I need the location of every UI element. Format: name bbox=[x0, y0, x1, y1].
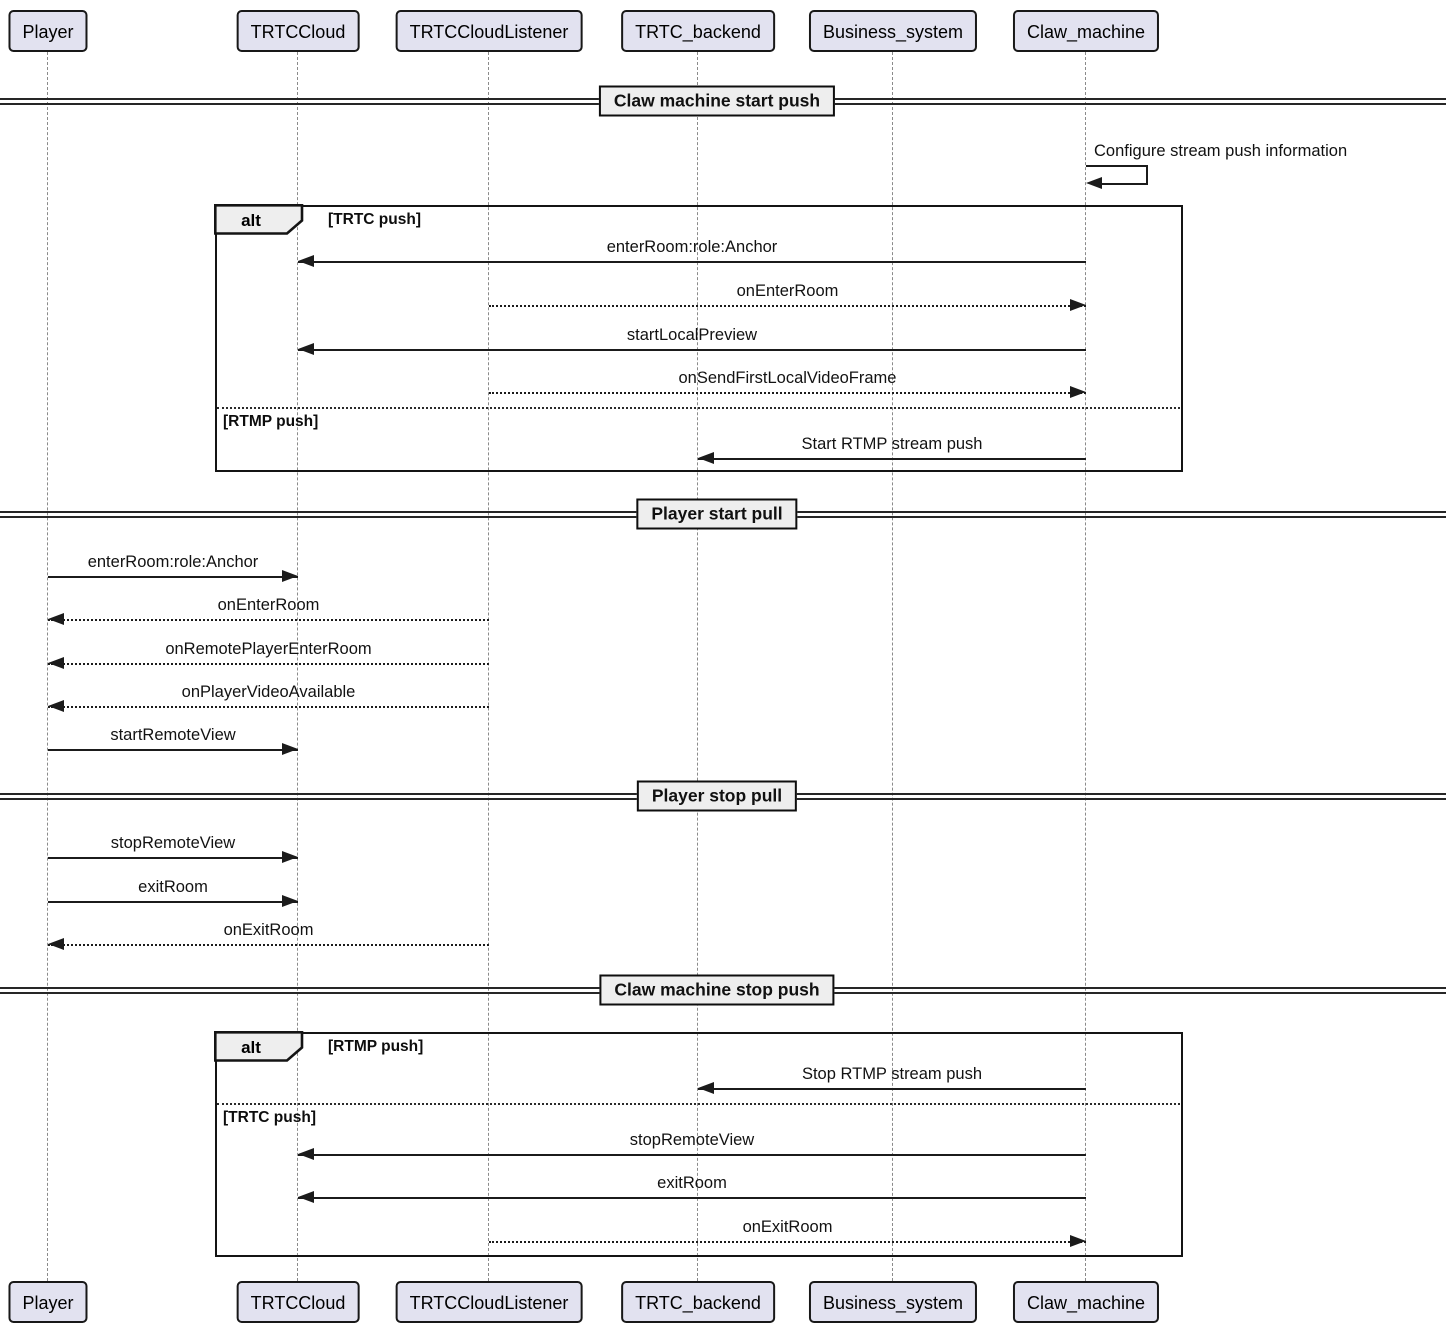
alt-frame-divider bbox=[217, 407, 1180, 409]
participant-trtc_backend-bottom: TRTC_backend bbox=[621, 1281, 775, 1323]
message-label: stopRemoteView bbox=[629, 1131, 755, 1149]
message-line bbox=[489, 392, 1086, 394]
message-line bbox=[48, 619, 489, 621]
alt-condition-label: [RTMP push] bbox=[223, 413, 319, 430]
alt-frame-operator-label bbox=[214, 204, 304, 235]
message-label: onPlayerVideoAvailable bbox=[181, 683, 356, 701]
participant-trtc_cloud_listener-top: TRTCCloudListener bbox=[396, 10, 583, 52]
message-line bbox=[48, 663, 489, 665]
participant-player-bottom: Player bbox=[8, 1281, 87, 1323]
participant-business_system-bottom: Business_system bbox=[809, 1281, 977, 1323]
message-label: enterRoom:role:Anchor bbox=[606, 238, 778, 256]
svg-text:alt: alt bbox=[241, 1038, 261, 1057]
alt-frame-divider bbox=[217, 1103, 1180, 1105]
message-label: onEnterRoom bbox=[736, 282, 839, 300]
message-label: onEnterRoom bbox=[217, 596, 320, 614]
message-line bbox=[48, 706, 489, 708]
message-label: stopRemoteView bbox=[110, 834, 236, 852]
message-line bbox=[298, 349, 1086, 351]
message-line bbox=[298, 1154, 1086, 1156]
message-label: onRemotePlayerEnterRoom bbox=[165, 640, 372, 658]
alt-condition-label: [TRTC push] bbox=[328, 211, 421, 228]
participant-trtc_cloud-bottom: TRTCCloud bbox=[237, 1281, 360, 1323]
self-message-label: Configure stream push information bbox=[1094, 142, 1348, 160]
message-line bbox=[48, 901, 298, 903]
self-message-line bbox=[1086, 165, 1148, 167]
message-line bbox=[48, 944, 489, 946]
message-label: onExitRoom bbox=[742, 1218, 833, 1236]
message-line bbox=[489, 1241, 1086, 1243]
section-divider-label: Claw machine start push bbox=[599, 86, 835, 117]
message-label: exitRoom bbox=[657, 1174, 727, 1192]
message-label: Start RTMP stream push bbox=[801, 435, 983, 453]
alt-frame-operator-label bbox=[214, 1031, 304, 1062]
message-line bbox=[48, 749, 298, 751]
participant-trtc_cloud_listener-bottom: TRTCCloudListener bbox=[396, 1281, 583, 1323]
alt-condition-label: [TRTC push] bbox=[223, 1109, 316, 1126]
message-label: exitRoom bbox=[138, 878, 208, 896]
message-label: Stop RTMP stream push bbox=[801, 1065, 983, 1083]
message-line bbox=[698, 458, 1086, 460]
section-divider-label: Claw machine stop push bbox=[599, 975, 834, 1006]
message-line bbox=[48, 857, 298, 859]
message-label: onExitRoom bbox=[223, 921, 314, 939]
message-line bbox=[298, 261, 1086, 263]
participant-claw_machine-top: Claw_machine bbox=[1013, 10, 1159, 52]
self-message-line bbox=[1095, 183, 1148, 185]
alt-condition-label: [RTMP push] bbox=[328, 1038, 424, 1055]
message-label: enterRoom:role:Anchor bbox=[87, 553, 259, 571]
message-line bbox=[489, 305, 1086, 307]
participant-trtc_cloud-top: TRTCCloud bbox=[237, 10, 360, 52]
section-divider-label: Player stop pull bbox=[637, 781, 797, 812]
svg-text:alt: alt bbox=[241, 211, 261, 230]
message-line bbox=[48, 576, 298, 578]
message-label: onSendFirstLocalVideoFrame bbox=[678, 369, 897, 387]
participant-trtc_backend-top: TRTC_backend bbox=[621, 10, 775, 52]
message-label: startRemoteView bbox=[110, 726, 236, 744]
message-line bbox=[698, 1088, 1086, 1090]
participant-business_system-top: Business_system bbox=[809, 10, 977, 52]
self-message-line bbox=[1146, 165, 1148, 183]
section-divider-label: Player start pull bbox=[636, 499, 797, 530]
message-label: startLocalPreview bbox=[626, 326, 758, 344]
participant-claw_machine-bottom: Claw_machine bbox=[1013, 1281, 1159, 1323]
message-line bbox=[298, 1197, 1086, 1199]
participant-player-top: Player bbox=[8, 10, 87, 52]
arrowhead-left-icon bbox=[1086, 177, 1102, 189]
